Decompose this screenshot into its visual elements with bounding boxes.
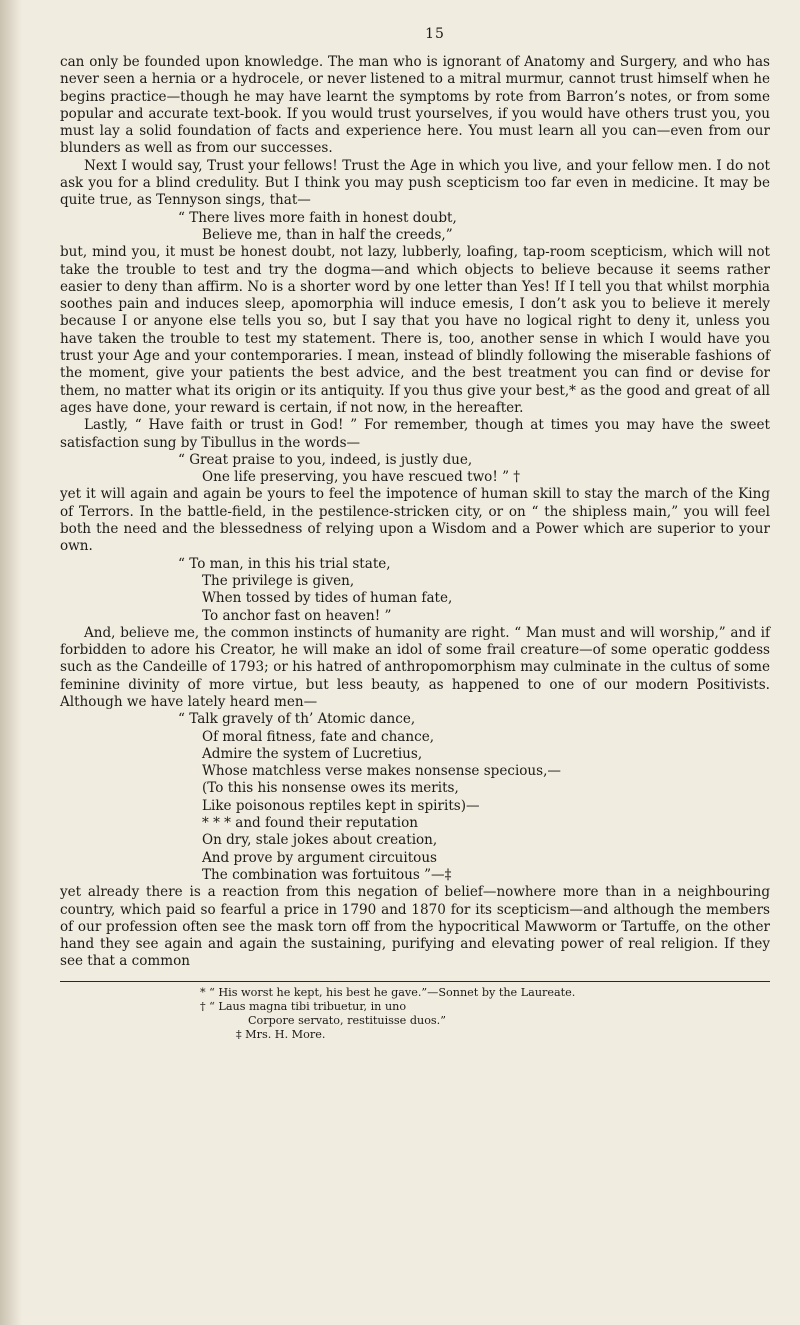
verse-line: Of moral fitness, fate and chance, <box>202 728 435 745</box>
paragraph-5: yet it will again and again be yours to feel the impotence of human skill to stay the march of the King of Terrors. In the battle-field, in the pestilence-stricken city, or on “ the shipless main,” you will feel both the need and the blessedness of relying upon a Wisdom and a Power which are superior to your own. <box>60 486 770 555</box>
verse-tennyson <box>60 210 770 245</box>
verse-line: Admire the system of Lucretius, <box>202 745 423 762</box>
page-number: 15 <box>425 26 445 42</box>
verse-line: Believe me, than in half the creeds,” <box>202 226 453 243</box>
footnotes <box>60 986 770 1042</box>
verse-line: * * * and found their reputation <box>202 815 418 832</box>
verse-line: To anchor fast on heaven! ” <box>202 607 392 624</box>
paragraph-4: Lastly, “ Have faith or trust in God! ” For remember, though at times you may have the sweet satisfaction sung by Tibullus in the words— <box>60 417 770 451</box>
paragraph-7: yet already there is a reaction from this negation of belief—nowhere more than in a neighbouring country, which paid so fearful a price in 1790 and 1870 for its scepticism—and although the members of our profession often see the mask torn off from the hypocritical Mawworm or Tartuffe, on the other hand they see again and again the sustaining, purifying and elevating power of real religion. If they see that a common <box>60 884 770 970</box>
footnote-dagger: † “ Laus magna tibi tribuetur, in uno <box>200 999 407 1013</box>
paragraph-3: but, mind you, it must be honest doubt, not lazy, lubberly, loafing, tap-room scepticism, which will not take the trouble to test and try the dogma—and which objects to believe because it seems rather easier to deny than affirm. No is a shorter word by one letter than Yes! If I tell you that whilst morphia soothes pain and induces sleep, apomorphia will induce emesis, I don’t ask you to believe it merely because I or anyone else tells you so, but I say that you have no logical right to deny it, unless you have taken the trouble to test my statement. There is, too, another sense in which I would have you trust your Age and your contemporaries. I mean, instead of blindly following the miserable fashions of the moment, give your patients the best advice, and the best treatment you can find or devise for them, no matter what its origin or its antiquity. If you thus give your best,* as the good and great of all ages have done, your reward is certain, if not now, in the hereafter. <box>60 244 770 416</box>
verse-line: One life preserving, you have rescued two! ” † <box>202 469 521 486</box>
footnote-rule <box>60 981 770 982</box>
footnote-dagger-cont: Corpore servato, restituisse duos.” <box>248 1013 446 1027</box>
verse-line: “ Talk gravely of th’ Atomic dance, <box>178 711 416 728</box>
verse-more <box>60 711 770 884</box>
verse-line: “ There lives more faith in honest doubt, <box>178 209 457 226</box>
paragraph-2: Next I would say, Trust your fellows! Trust the Age in which you live, and your fellow men. I do not ask you for a blind credulity. But I think you may push scepticism too far even in medicine. It may be quite true, as Tennyson sings, that— <box>60 157 770 209</box>
paragraph-6: And, believe me, the common instincts of humanity are right. “ Man must and will worship,” and if forbidden to adore his Creator, he will make an idol of some frail creature—of some operatic goddess such as the Candeille of 1793; or his hatred of anthropomorphism may culminate in the cultus of some feminine divinity of more virtue, but less beauty, as happened to one of our modern Positivists. Although we have lately heard men— <box>60 624 770 710</box>
verse-line: “ To man, in this his trial state, <box>178 555 391 572</box>
verse-line: And prove by argument circuitous <box>202 849 438 866</box>
verse-line: “ Great praise to you, indeed, is justly due, <box>178 451 473 468</box>
footnote-double-dagger: ‡ Mrs. H. More. <box>236 1027 326 1041</box>
verse-line: (To this his nonsense owes its merits, <box>202 780 459 797</box>
verse-line: The combination was fortuitous ”—‡ <box>202 866 452 883</box>
binding-edge <box>0 0 22 1325</box>
footnote-star: * “ His worst he kept, his best he gave.”—Sonnet by the Laureate. <box>200 985 576 999</box>
verse-line: Whose matchless verse makes nonsense specious,— <box>202 763 561 780</box>
paragraph-1: can only be founded upon knowledge. The man who is ignorant of Anatomy and Surgery, and who has never seen a hernia or a hydrocele, or never listened to a mitral murmur, cannot trust himself when he begins practice—though he may have learnt the symptoms by rote from Barron’s notes, or from some popular and accurate text-book. If you would trust yourselves, if you would have others trust you, you must lay a solid foundation of facts and experience here. You must learn all you can—even from our blunders as well as from our successes. <box>60 54 770 157</box>
verse-line: Like poisonous reptiles kept in spirits)— <box>202 797 480 814</box>
verse-line: When tossed by tides of human fate, <box>202 590 453 607</box>
verse-tibullus <box>60 452 770 487</box>
verse-line: The privilege is given, <box>202 572 355 589</box>
body-text <box>60 54 770 971</box>
verse-hymn <box>60 556 770 625</box>
verse-line: On dry, stale jokes about creation, <box>202 832 438 849</box>
